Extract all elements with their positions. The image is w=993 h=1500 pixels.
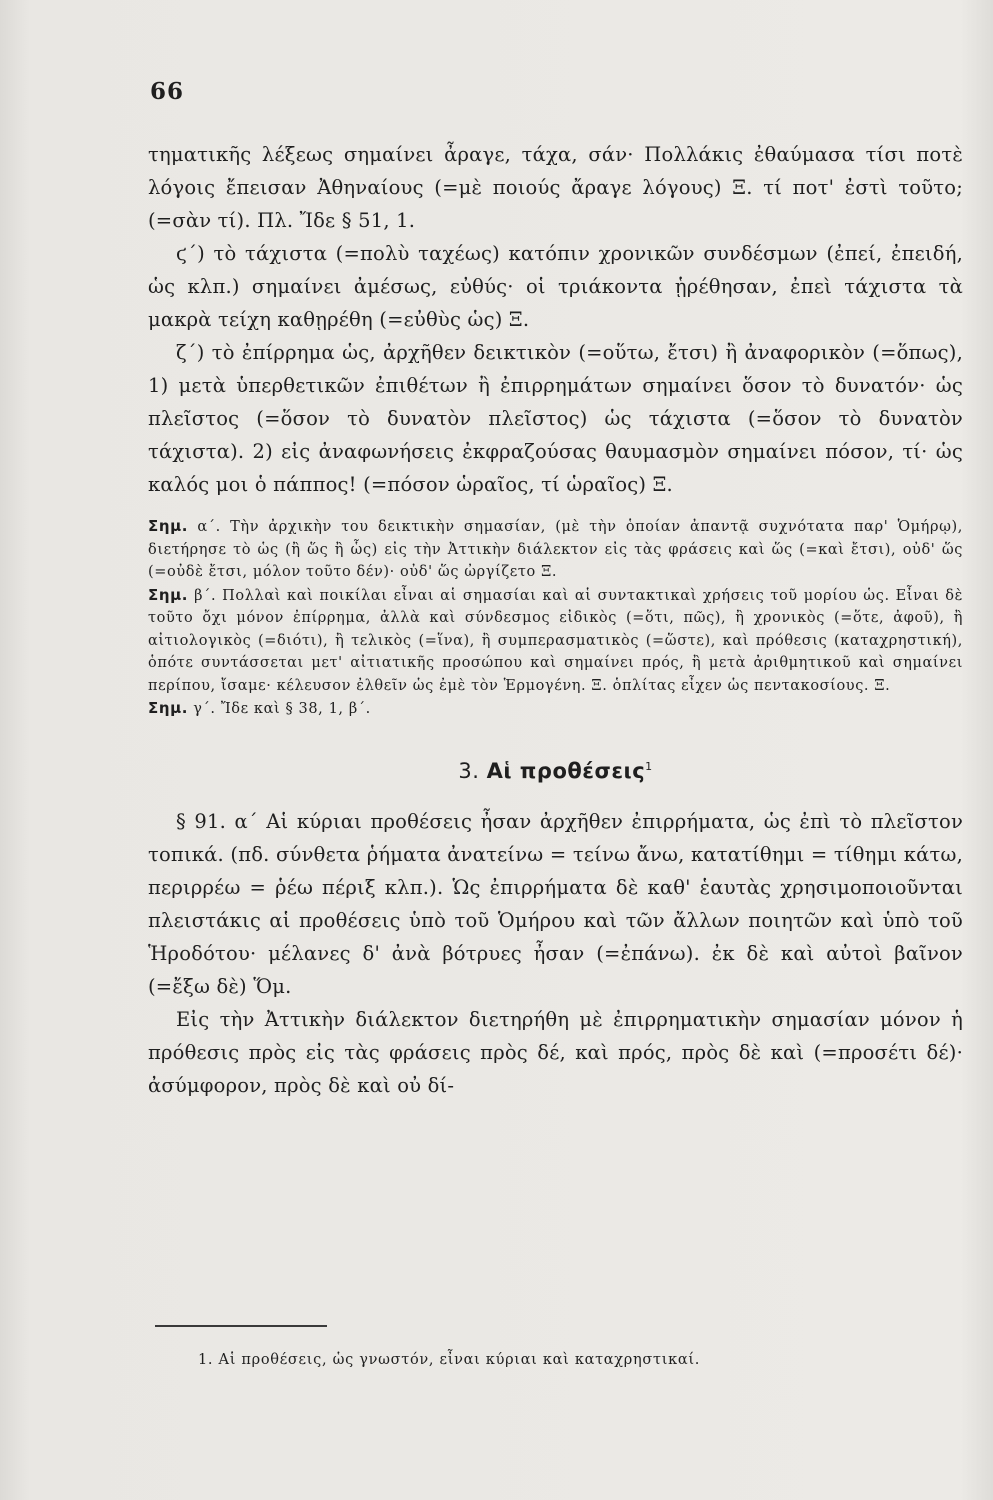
note-gamma — [148, 697, 963, 721]
notes-block — [148, 515, 963, 721]
note-text: α΄. Τὴν ἀρχικὴν του δεικτικὴν σημασίαν, (μὲ τὴν ὁποίαν ἀπαντᾷ συχνότατα παρ' Ὁμήρῳ), διετήρησε τὸ ὡς (ἢ ὥς ἢ ὧς) εἰς τὴν Ἀττικὴν διάλεκτον εἰς τὰς φράσεις καὶ ὥς (=καὶ ἔτσι), οὐδ' ὥς (=οὐδὲ ἔτσι, μόλον τοῦτο δέν)· οὐδ' ὥς ὠργίζετο Ξ. — [148, 519, 963, 580]
paragraph-tachista: ϛ΄) τὸ τάχιστα (=πολὺ ταχέως) κατόπιν χρονικῶν συνδέσμων (ἐπεί, ἐπειδή, ὡς κλπ.) σημαίνει ἀμέσως, εὐθύς· οἱ τριάκοντα ᾑρέθησαν, ἐπεὶ τάχιστα τὰ μακρὰ τείχη καθῃρέθη (=εὐθὺς ὡς) Ξ. — [148, 242, 963, 331]
section-title: Αἱ προθέσεις — [486, 758, 646, 783]
footnote-marker[interactable]: 1 — [645, 759, 653, 773]
section-heading — [148, 759, 963, 783]
paragraph-continuation: τηματικῆς λέξεως σημαίνει ἆραγε, τάχα, σάν· Πολλάκις ἐθαύμασα τίσι ποτὲ λόγοις ἔπεισαν Ἀθηναίους (=μὲ ποιούς ἄραγε λόγους) Ξ. τί ποτ' ἐστὶ τοῦτο; (=σὰν τί). Πλ. Ἴδε § 51, 1. — [148, 143, 963, 232]
paragraph-attic: Εἰς τὴν Ἀττικὴν διάλεκτον διετηρήθη μὲ ἐπιρρηματικὴν σημασίαν μόνον ἡ πρόθεσις πρὸς εἰς τὰς φράσεις πρὸς δέ, καὶ πρός, πρὸς δὲ καὶ (=προσέτι δέ)· ἀσύμφορον, πρὸς δὲ καὶ οὐ δί- — [148, 1007, 963, 1097]
note-alpha — [148, 515, 963, 584]
main-text — [148, 138, 963, 1102]
paragraph-hos: ζ΄) τὸ ἐπίρρημα ὡς, ἀρχῆθεν δεικτικὸν (=οὕτω, ἔτσι) ἢ ἀναφορικὸν (=ὅπως), 1) μετὰ ὑπερθετικῶν ἐπιθέτων ἢ ἐπιρρημάτων σημαίνει ὅσον τὸ δυνατόν· ὡς πλεῖστος (=ὅσον τὸ δυνατὸν πλεῖστος) ὡς τάχιστα (=ὅσον τὸ δυνατὸν τάχιστα). 2) εἰς ἀναφωνήσεις ἐκφραζούσας θαυμασμὸν σημαίνει πόσον, τί· ὡς καλός μοι ὁ πάππος! (=πόσον ὡραῖος, τί ὡραῖος) Ξ. — [148, 341, 963, 496]
paragraph-91: § 91. α΄ Αἱ κύριαι προθέσεις ἦσαν ἀρχῆθεν ἐπιρρήματα, ὡς ἐπὶ τὸ πλεῖστον τοπικά. (πδ. σύνθετα ῥήματα ἀνατείνω = τείνω ἄνω, κατατίθημι = τίθημι κάτω, περιρρέω = ῥέω πέριξ κλπ.). Ὡς ἐπιρρήματα δὲ καθ' ἑαυτὰς χρησιμοποιοῦνται πλειστάκις αἱ προθέσεις ὑπὸ τοῦ Ὁμήρου καὶ τῶν ἄλλων ποιητῶν καὶ ὑπὸ τοῦ Ἡροδότου· μέλανες δ' ἀνὰ βότρυες ἦσαν (=ἐπάνω). ἐκ δὲ καὶ αὐτοὶ βαῖνον (=ἔξω δὲ) Ὅμ. — [148, 809, 963, 998]
note-beta — [148, 584, 963, 698]
note-text: γ΄. Ἴδε καὶ § 38, 1, β΄. — [193, 701, 371, 717]
note-text: β΄. Πολλαὶ καὶ ποικίλαι εἶναι αἱ σημασίαι καὶ αἱ συντακτικαὶ χρήσεις τοῦ μορίου ὡς. Εἶναι δὲ τοῦτο ὄχι μόνον ἐπίρρημα, ἀλλὰ καὶ σύνδεσμος εἰδικὸς (=ὅτι, πῶς), ἢ χρονικὸς (=ὅτε, ἀφοῦ), ἢ αἰτιολογικὸς (=διότι), ἢ τελικὸς (=ἵνα), ἢ συμπερασματικὸς (=ὥστε), καὶ πρόθεσις (καταχρηστική), ὁπότε συντάσσεται μετ' αἰτιατικῆς προσώπου καὶ σημαίνει πρός, ἢ μετὰ ἀριθμητικοῦ καὶ σημαίνει περίπου, ἴσαμε· κέλευσον ἐλθεῖν ὡς ἐμὲ τὸν Ἑρμογένη. Ξ. ὁπλίτας εἶχεν ὡς πεντακοσίους. Ξ. — [148, 587, 963, 694]
footnote-divider — [155, 1325, 327, 1327]
note-label: Σημ. — [148, 699, 189, 717]
note-label: Σημ. — [148, 585, 189, 604]
note-label: Σημ. — [148, 517, 189, 535]
footnote: 1. Αἱ προθέσεις, ὡς γνωστόν, εἶναι κύριαι καὶ καταχρηστικαί. — [198, 1352, 701, 1368]
section-number: 3. — [458, 758, 480, 783]
page-number: 66 — [150, 78, 185, 105]
